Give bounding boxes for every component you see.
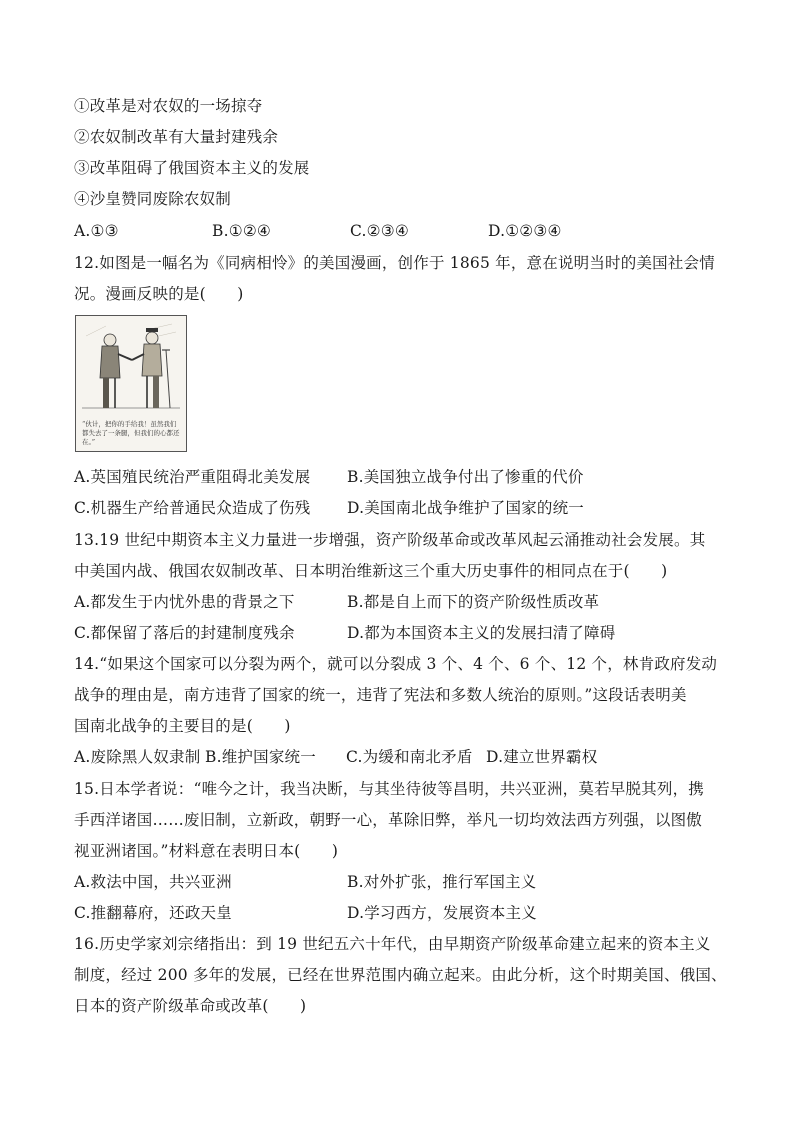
q11-item-2: ②农奴制改革有大量封建残余 — [74, 128, 279, 146]
q13-stem-line-2: 中美国内战、俄国农奴制改革、日本明治维新这三个重大历史事件的相同点在于( ) — [74, 562, 668, 580]
q12-option-c: C.机器生产给普通民众造成了伤残 — [74, 499, 311, 517]
q12-cartoon-image — [75, 315, 187, 452]
q13-option-c: C.都保留了落后的封建制度残余 — [74, 624, 295, 642]
q16-stem-line-2: 制度，经过 200 多年的发展，已经在世界范围内确立起来。由此分析，这个时期美国、俄国、 — [74, 966, 727, 984]
q14-option-d: D.建立世界霸权 — [486, 748, 598, 766]
q11-option-a: A.①③ — [74, 222, 119, 240]
q15-stem-line-3: 视亚洲诸国。”材料意在表明日本( ) — [74, 842, 339, 860]
q13-option-d: D.都为本国资本主义的发展扫清了障碍 — [347, 624, 616, 642]
q11-item-4: ④沙皇赞同废除农奴制 — [74, 190, 232, 208]
q14-stem-line-1: 14.“如果这个国家可以分裂为两个，就可以分裂成 3 个、4 个、6 个、12 个，林肯政府发动 — [74, 655, 718, 673]
q15-option-c: C.推翻幕府，还政天皇 — [74, 904, 232, 922]
q13-stem-line-1: 13.19 世纪中期资本主义力量进一步增强，资产阶级革命或改革风起云涌推动社会发展。其 — [74, 531, 706, 549]
q12-stem-line-1: 12.如图是一幅名为《同病相怜》的美国漫画，创作于 1865 年，意在说明当时的美国社会情 — [74, 254, 715, 272]
q11-option-d: D.①②③④ — [488, 222, 562, 240]
q14-option-b: B.维护国家统一 — [205, 748, 316, 766]
q12-option-b: B.美国独立战争付出了惨重的代价 — [347, 468, 584, 486]
q14-stem-line-3: 国南北战争的主要目的是( ) — [74, 717, 291, 735]
cartoon-caption: “伙计，把你的手给我！虽然我们都失去了一条腿，但我们的心都还在。” — [82, 420, 180, 446]
q15-stem-line-2: 手西洋诸国……废旧制，立新政，朝野一心，革除旧弊，举凡一切均效法西方列强，以图傲 — [74, 811, 703, 829]
q12-option-a: A.英国殖民统治严重阻碍北美发展 — [74, 468, 311, 486]
q16-stem-line-1: 16.历史学家刘宗绪指出：到 19 世纪五六十年代，由早期资产阶级革命建立起来的资本主义 — [74, 935, 711, 953]
cartoon-illustration — [76, 316, 186, 416]
q11-option-c: C.②③④ — [350, 222, 409, 240]
q14-option-c: C.为缓和南北矛盾 — [346, 748, 473, 766]
q14-stem-line-2: 战争的理由是，南方违背了国家的统一，违背了宪法和多数人统治的原则。”这段话表明美 — [74, 686, 687, 704]
q11-item-3: ③改革阻碍了俄国资本主义的发展 — [74, 159, 310, 177]
q15-stem-line-1: 15.日本学者说：“唯今之计，我当决断，与其坐待彼等昌明，共兴亚洲，莫若早脱其列，携 — [74, 780, 704, 798]
q11-item-1: ①改革是对农奴的一场掠夺 — [74, 97, 263, 115]
q12-option-d: D.美国南北战争维护了国家的统一 — [347, 499, 585, 517]
q15-option-b: B.对外扩张，推行军国主义 — [347, 873, 537, 891]
q14-option-a: A.废除黑人奴隶制 — [74, 748, 201, 766]
q15-option-d: D.学习西方，发展资本主义 — [347, 904, 537, 922]
q11-option-b: B.①②④ — [212, 222, 272, 240]
q12-stem-line-2: 况。漫画反映的是( ) — [74, 285, 244, 303]
q13-option-a: A.都发生于内忧外患的背景之下 — [74, 593, 295, 611]
q13-option-b: B.都是自上而下的资产阶级性质改革 — [347, 593, 600, 611]
q15-option-a: A.救法中国，共兴亚洲 — [74, 873, 232, 891]
q16-stem-line-3: 日本的资产阶级革命或改革( ) — [74, 997, 307, 1015]
